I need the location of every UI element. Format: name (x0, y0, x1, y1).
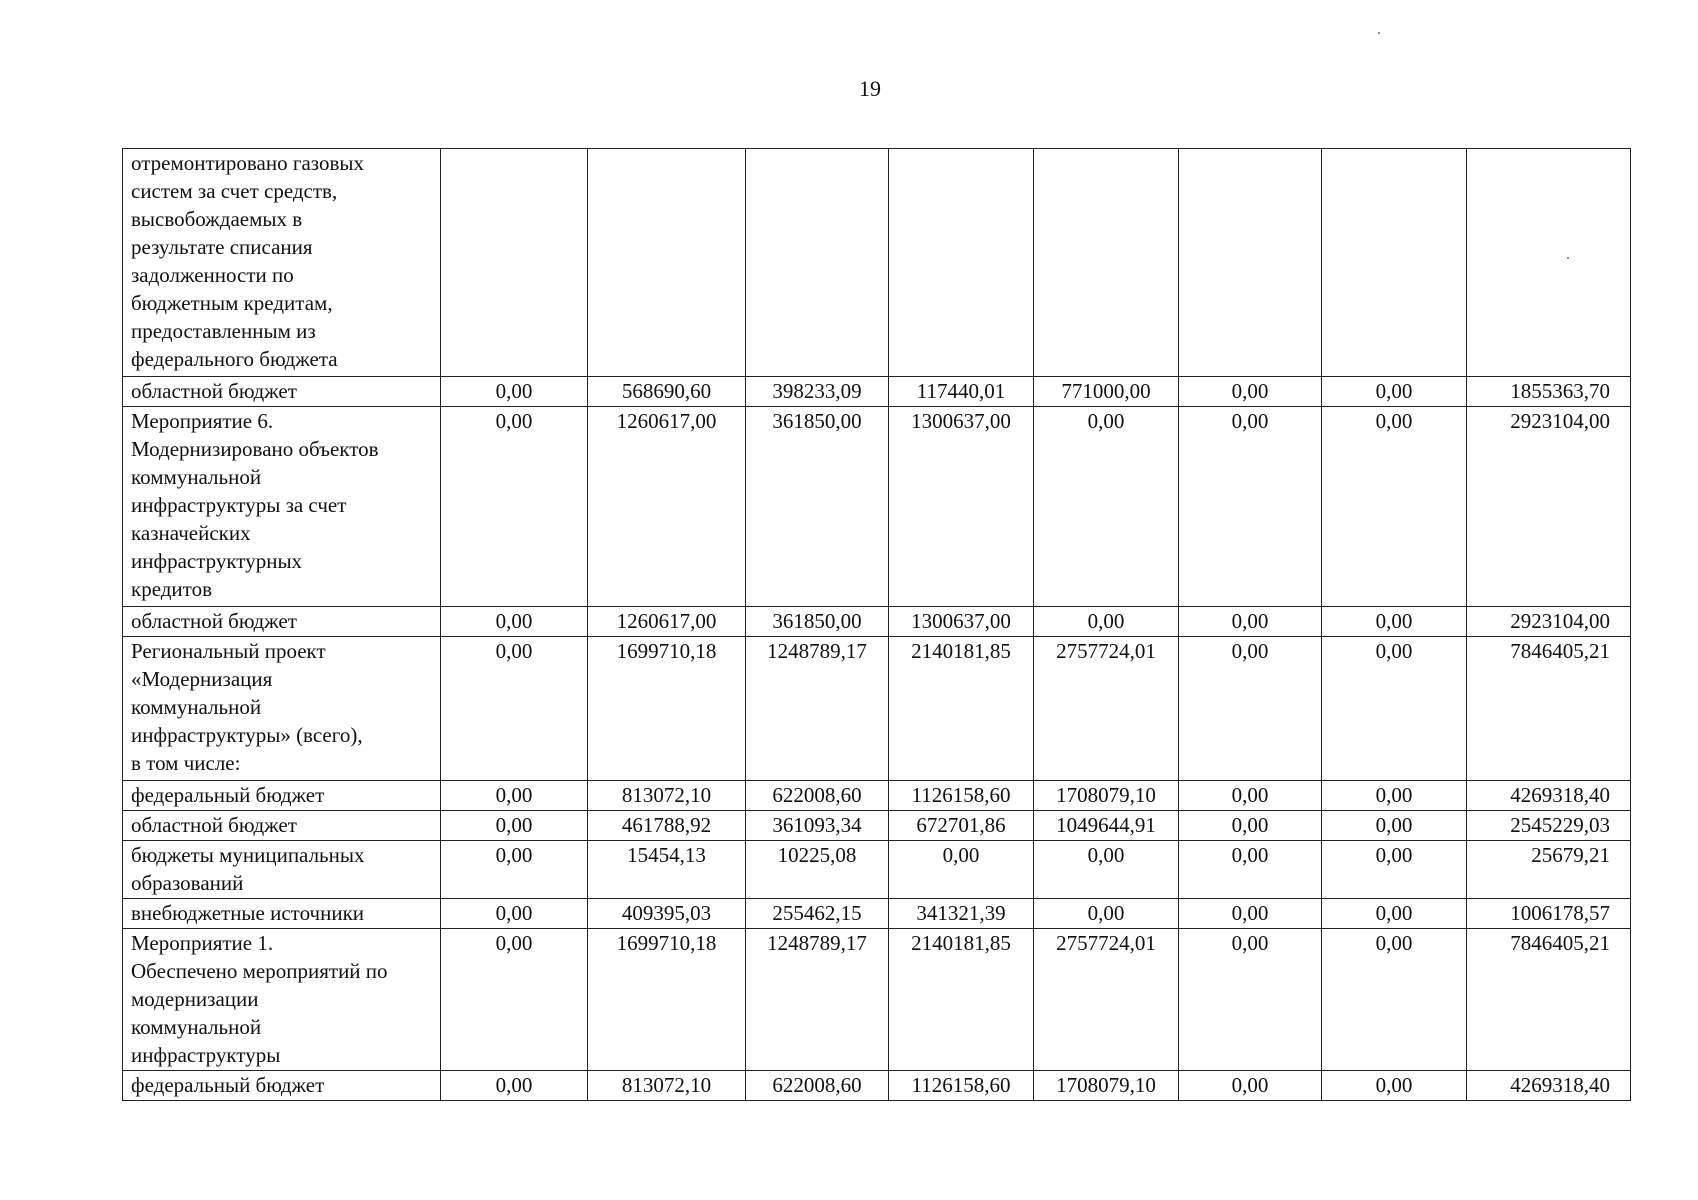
row-label-line: федерального бюджета (131, 347, 338, 371)
value-cell: 0,00 (441, 407, 588, 607)
total-value-cell: 7846405,21 (1467, 929, 1631, 1071)
value-cell: 1126158,60 (889, 781, 1034, 811)
value-cell (1034, 149, 1179, 377)
value-cell: 409395,03 (588, 899, 746, 929)
row-label-line: предоставленным из (131, 319, 316, 343)
value-cell: 0,00 (1322, 607, 1467, 637)
value-cell: 0,00 (1179, 811, 1322, 841)
scan-speck (1378, 32, 1380, 34)
value-cell: 771000,00 (1034, 377, 1179, 407)
value-cell: 0,00 (1179, 377, 1322, 407)
value-cell (889, 149, 1034, 377)
row-label-line: казначейских (131, 521, 251, 545)
value-cell (1179, 149, 1322, 377)
value-cell: 0,00 (1179, 781, 1322, 811)
table-row (123, 407, 1631, 607)
value-cell: 255462,15 (746, 899, 889, 929)
row-label-cell (123, 929, 441, 1071)
value-cell (1322, 149, 1467, 377)
row-label-line: «Модернизация (131, 667, 273, 691)
value-cell: 461788,92 (588, 811, 746, 841)
table-row (123, 929, 1631, 1071)
row-label-line: Обеспечено мероприятий по (131, 959, 388, 983)
value-cell: 1260617,00 (588, 607, 746, 637)
row-label-line: в том числе: (131, 751, 241, 775)
row-label-line: задолженности по (131, 263, 294, 287)
value-cell: 0,00 (1179, 1071, 1322, 1101)
value-cell: 813072,10 (588, 1071, 746, 1101)
row-label-cell (123, 637, 441, 781)
row-label-cell (123, 407, 441, 607)
value-cell: 15454,13 (588, 841, 746, 899)
value-cell: 1708079,10 (1034, 781, 1179, 811)
budget-table (122, 148, 1631, 1101)
row-label-line: систем за счет средств, (131, 179, 338, 203)
value-cell: 0,00 (1322, 407, 1467, 607)
value-cell: 361850,00 (746, 407, 889, 607)
total-value-cell: 1855363,70 (1467, 377, 1631, 407)
table-row (123, 607, 1631, 637)
value-cell: 1708079,10 (1034, 1071, 1179, 1101)
table-row (123, 811, 1631, 841)
value-cell: 2140181,85 (889, 637, 1034, 781)
value-cell: 2757724,01 (1034, 929, 1179, 1071)
value-cell: 0,00 (1034, 407, 1179, 607)
value-cell: 0,00 (1322, 637, 1467, 781)
value-cell: 0,00 (1322, 377, 1467, 407)
value-cell: 1699710,18 (588, 637, 746, 781)
value-cell: 361093,34 (746, 811, 889, 841)
value-cell: 0,00 (1034, 899, 1179, 929)
value-cell: 672701,86 (889, 811, 1034, 841)
value-cell: 0,00 (441, 841, 588, 899)
total-value-cell: 2923104,00 (1467, 407, 1631, 607)
row-label-cell (123, 149, 441, 377)
table-row (123, 1071, 1631, 1101)
value-cell (588, 149, 746, 377)
row-label-line: образований (131, 871, 244, 895)
table-row (123, 899, 1631, 929)
row-label-line: областной бюджет (131, 609, 297, 633)
value-cell: 0,00 (1034, 607, 1179, 637)
value-cell: 0,00 (441, 899, 588, 929)
page-number: 19 (859, 76, 881, 101)
total-value-cell: 2545229,03 (1467, 811, 1631, 841)
value-cell: 568690,60 (588, 377, 746, 407)
value-cell: 0,00 (1179, 407, 1322, 607)
row-label-cell (123, 841, 441, 899)
total-value-cell (1467, 149, 1631, 377)
table-row (123, 637, 1631, 781)
value-cell: 0,00 (441, 607, 588, 637)
value-cell: 0,00 (441, 377, 588, 407)
value-cell: 0,00 (441, 811, 588, 841)
scan-speck (1567, 257, 1569, 259)
value-cell: 0,00 (1179, 841, 1322, 899)
value-cell: 1049644,91 (1034, 811, 1179, 841)
value-cell: 0,00 (1179, 929, 1322, 1071)
value-cell: 361850,00 (746, 607, 889, 637)
value-cell: 1248789,17 (746, 637, 889, 781)
value-cell: 0,00 (441, 781, 588, 811)
row-label-cell (123, 781, 441, 811)
table-row (123, 781, 1631, 811)
value-cell: 622008,60 (746, 1071, 889, 1101)
row-label-line: модернизации (131, 987, 259, 1011)
value-cell: 0,00 (1322, 1071, 1467, 1101)
row-label-cell (123, 607, 441, 637)
row-label-line: внебюджетные источники (131, 901, 365, 925)
value-cell: 0,00 (1322, 811, 1467, 841)
value-cell: 0,00 (1179, 637, 1322, 781)
total-value-cell: 4269318,40 (1467, 1071, 1631, 1101)
row-label-line: инфраструктуры» (всего), (131, 723, 363, 747)
value-cell: 0,00 (441, 637, 588, 781)
value-cell: 0,00 (441, 929, 588, 1071)
value-cell: 1699710,18 (588, 929, 746, 1071)
budget-table-body (123, 149, 1631, 1101)
row-label-line: федеральный бюджет (131, 783, 325, 807)
row-label-line: бюджетным кредитам, (131, 291, 333, 315)
row-label-line: Региональный проект (131, 639, 326, 663)
total-value-cell: 25679,21 (1467, 841, 1631, 899)
value-cell: 813072,10 (588, 781, 746, 811)
row-label-line: коммунальной (131, 1015, 262, 1039)
value-cell: 0,00 (1034, 841, 1179, 899)
value-cell: 622008,60 (746, 781, 889, 811)
row-label-line: бюджеты муниципальных (131, 843, 365, 867)
value-cell: 0,00 (1322, 841, 1467, 899)
row-label-line: Мероприятие 1. (131, 931, 274, 955)
value-cell: 0,00 (1322, 781, 1467, 811)
value-cell: 0,00 (441, 1071, 588, 1101)
value-cell: 341321,39 (889, 899, 1034, 929)
row-label-line: коммунальной (131, 695, 262, 719)
value-cell: 1300637,00 (889, 407, 1034, 607)
row-label-line: коммунальной (131, 465, 262, 489)
total-value-cell: 1006178,57 (1467, 899, 1631, 929)
row-label-cell (123, 1071, 441, 1101)
table-row (123, 149, 1631, 377)
row-label-line: областной бюджет (131, 379, 297, 403)
row-label-line: инфраструктуры за счет (131, 493, 347, 517)
total-value-cell: 4269318,40 (1467, 781, 1631, 811)
value-cell: 1260617,00 (588, 407, 746, 607)
value-cell: 398233,09 (746, 377, 889, 407)
value-cell: 0,00 (1322, 929, 1467, 1071)
value-cell (746, 149, 889, 377)
value-cell: 0,00 (1179, 607, 1322, 637)
value-cell (441, 149, 588, 377)
row-label-line: высвобождаемых в (131, 207, 303, 231)
row-label-line: областной бюджет (131, 813, 297, 837)
value-cell: 2757724,01 (1034, 637, 1179, 781)
row-label-line: Мероприятие 6. (131, 409, 274, 433)
row-label-line: инфраструктуры (131, 1043, 281, 1067)
table-row (123, 841, 1631, 899)
value-cell: 2140181,85 (889, 929, 1034, 1071)
total-value-cell: 2923104,00 (1467, 607, 1631, 637)
row-label-cell (123, 899, 441, 929)
value-cell: 10225,08 (746, 841, 889, 899)
row-label-line: кредитов (131, 577, 212, 601)
value-cell: 117440,01 (889, 377, 1034, 407)
value-cell: 1248789,17 (746, 929, 889, 1071)
value-cell: 0,00 (1179, 899, 1322, 929)
row-label-line: инфраструктурных (131, 549, 303, 573)
row-label-line: отремонтировано газовых (131, 151, 364, 175)
row-label-line: Модернизировано объектов (131, 437, 379, 461)
row-label-cell (123, 811, 441, 841)
row-label-line: результате списания (131, 235, 313, 259)
total-value-cell: 7846405,21 (1467, 637, 1631, 781)
value-cell: 0,00 (1322, 899, 1467, 929)
row-label-line: федеральный бюджет (131, 1073, 325, 1097)
value-cell: 1300637,00 (889, 607, 1034, 637)
table-row (123, 377, 1631, 407)
row-label-cell (123, 377, 441, 407)
value-cell: 1126158,60 (889, 1071, 1034, 1101)
value-cell: 0,00 (889, 841, 1034, 899)
